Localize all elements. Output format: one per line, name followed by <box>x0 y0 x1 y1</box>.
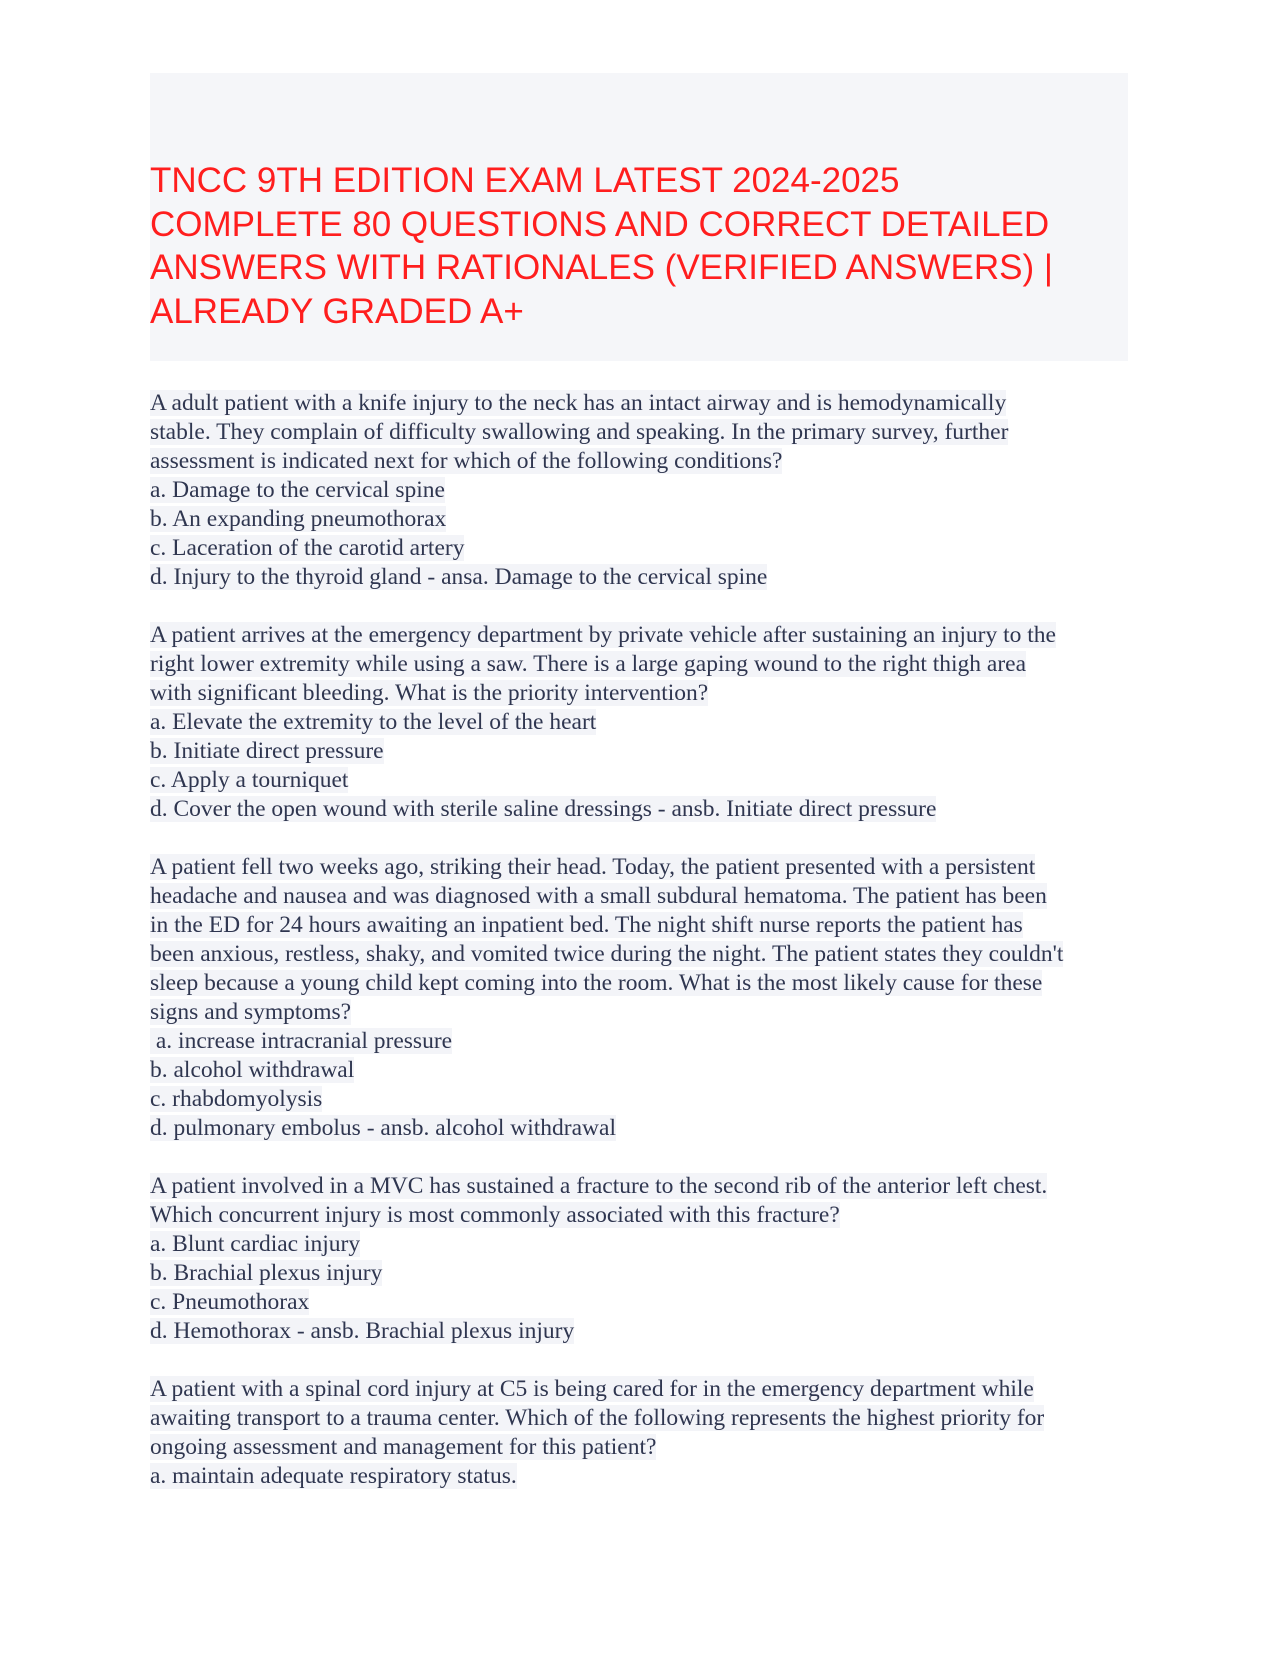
question-text-line: in the ED for 24 hours awaiting an inpatient bed. The night shift nurse reports the patient has <box>150 912 1023 938</box>
answer-option: a. increase intracranial pressure <box>150 1028 453 1054</box>
question-text-line: A patient with a spinal cord injury at C5 is being cared for in the emergency department while <box>150 1376 1034 1402</box>
question-list <box>150 389 1150 1520</box>
question-text-line: been anxious, restless, shaky, and vomited twice during the night. The patient states they couldn't <box>150 941 1064 967</box>
answer-option-with-key: d. Injury to the thyroid gland - ansa. Damage to the cervical spine <box>150 564 768 590</box>
question-3 <box>150 853 1150 1143</box>
question-text-line: A patient involved in a MVC has sustained a fracture to the second rib of the anterior left chest. <box>150 1173 1048 1199</box>
answer-option: a. Blunt cardiac injury <box>150 1231 361 1257</box>
title-line: ANSWERS WITH RATIONALES (VERIFIED ANSWERS) | <box>150 248 1053 287</box>
question-text-line: A adult patient with a knife injury to the neck has an intact airway and is hemodynamically <box>150 390 1007 416</box>
answer-option: c. rhabdomyolysis <box>150 1086 323 1112</box>
question-5 <box>150 1375 1150 1491</box>
document-title <box>150 159 1053 333</box>
title-block <box>150 73 1128 361</box>
answer-option: b. Initiate direct pressure <box>150 738 384 764</box>
question-text-line: with significant bleeding. What is the priority intervention? <box>150 680 709 706</box>
answer-option: b. Brachial plexus injury <box>150 1260 383 1286</box>
answer-option: b. alcohol withdrawal <box>150 1057 355 1083</box>
question-text-line: right lower extremity while using a saw. There is a large gaping wound to the right thigh area <box>150 651 1027 677</box>
title-line: ALREADY GRADED A+ <box>150 291 524 331</box>
answer-option-with-key: d. pulmonary embolus - ansb. alcohol withdrawal <box>150 1115 616 1141</box>
answer-option: c. Laceration of the carotid artery <box>150 535 465 561</box>
question-text-line: headache and nausea and was diagnosed with a small subdural hematoma. The patient has been <box>150 883 1047 909</box>
answer-option: c. Pneumothorax <box>150 1289 310 1315</box>
question-text-line: ongoing assessment and management for this patient? <box>150 1434 657 1460</box>
answer-option-with-key: d. Hemothorax - ansb. Brachial plexus injury <box>150 1318 575 1344</box>
answer-option: a. Damage to the cervical spine <box>150 477 445 503</box>
answer-option: c. Apply a tourniquet <box>150 767 349 793</box>
question-text-line: sleep because a young child kept coming into the room. What is the most likely cause for these <box>150 970 1043 996</box>
question-text-line: A patient fell two weeks ago, striking their head. Today, the patient presented with a persistent <box>150 854 1036 880</box>
question-text-line: stable. They complain of difficulty swallowing and speaking. In the primary survey, further <box>150 419 1009 445</box>
question-4 <box>150 1172 1150 1346</box>
question-text-line: signs and symptoms? <box>150 999 352 1025</box>
question-text-line: awaiting transport to a trauma center. Which of the following represents the highest priority for <box>150 1405 1045 1431</box>
title-line: COMPLETE 80 QUESTIONS AND CORRECT DETAILED <box>150 204 1050 244</box>
title-line: TNCC 9TH EDITION EXAM LATEST 2024-2025 <box>150 161 900 200</box>
answer-option: a. Elevate the extremity to the level of the heart <box>150 709 597 735</box>
question-text-line: A patient arrives at the emergency department by private vehicle after sustaining an injury to the <box>150 622 1056 648</box>
answer-option: b. An expanding pneumothorax <box>150 506 447 532</box>
answer-option-with-key: d. Cover the open wound with sterile saline dressings - ansb. Initiate direct pressure <box>150 796 937 822</box>
question-text-line: Which concurrent injury is most commonly associated with this fracture? <box>150 1202 840 1228</box>
question-1 <box>150 389 1150 592</box>
question-2 <box>150 621 1150 824</box>
question-text-line: assessment is indicated next for which of the following conditions? <box>150 448 783 474</box>
answer-option: a. maintain adequate respiratory status. <box>150 1463 517 1489</box>
